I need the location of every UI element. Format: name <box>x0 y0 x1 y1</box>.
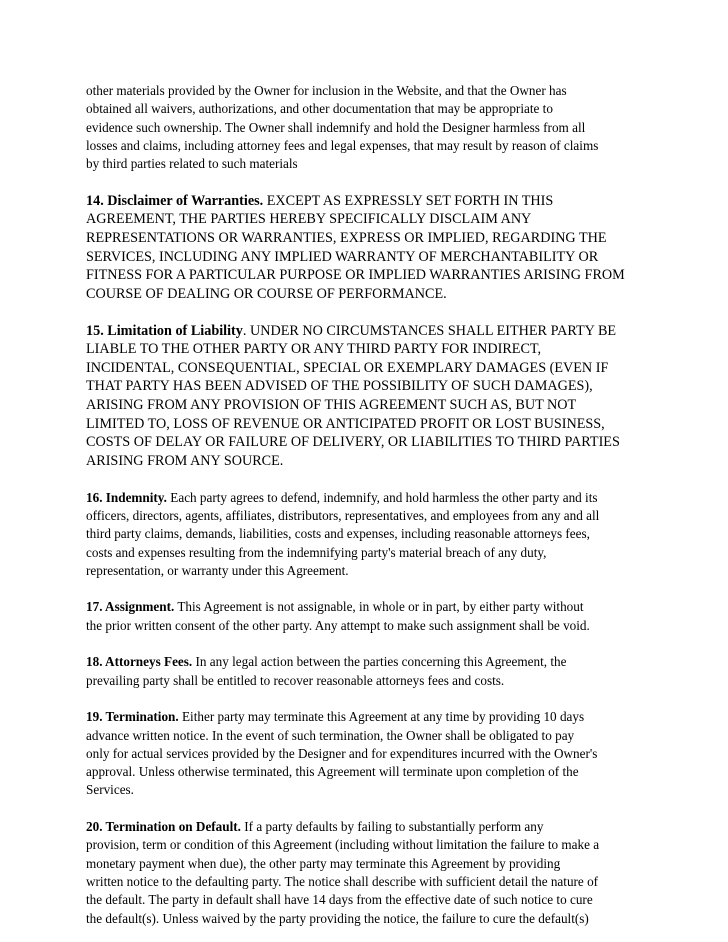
intro-line: evidence such ownership. The Owner shall indemnify and hold the Designer harmless from all <box>86 119 586 135</box>
section-line: COURSE OF DEALING OR COURSE OF PERFORMANCE. <box>86 285 447 302</box>
section-line: Each party agrees to defend, indemnify, and hold harmless the other party and its <box>166 489 598 505</box>
section-line: SERVICES, INCLUDING ANY IMPLIED WARRANTY OF MERCHANTABILITY OR <box>86 248 599 265</box>
section-line: representation, or warranty under this Agreement. <box>86 562 349 578</box>
section-line: approval. Unless otherwise terminated, this Agreement will terminate upon completion of the <box>86 764 579 780</box>
section-line: ARISING FROM ANY SOURCE. <box>86 452 284 469</box>
section-heading: 17. Assignment. <box>86 599 175 615</box>
section-line: monetary payment when due), the other party may terminate this Agreement by providing <box>86 855 561 871</box>
section-15-limitation-of-liability <box>86 322 648 471</box>
section-line: . UNDER NO CIRCUMSTANCES SHALL EITHER PARTY BE <box>242 322 617 339</box>
section-line: AGREEMENT, THE PARTIES HEREBY SPECIFICALLY DISCLAIM ANY <box>86 211 532 228</box>
section-17-assignment <box>86 598 648 635</box>
section-heading: 20. Termination on Default. <box>86 819 241 835</box>
section-line: prevailing party shall be entitled to recover reasonable attorneys fees and costs. <box>86 672 505 688</box>
section-line: FITNESS FOR A PARTICULAR PURPOSE OR IMPLIED WARRANTIES ARISING FROM <box>86 267 625 284</box>
document-page <box>86 82 648 928</box>
section-heading: 16. Indemnity. <box>86 489 167 505</box>
section-19-termination <box>86 708 648 799</box>
section-line: only for actual services provided by the Designer and for expenditures incurred with the Owner's <box>86 745 598 761</box>
section-line: LIABLE TO THE OTHER PARTY OR ANY THIRD PARTY FOR INDIRECT, <box>86 341 542 358</box>
section-line: Services. <box>86 782 134 798</box>
section-heading: 19. Termination. <box>86 709 179 725</box>
intro-line: losses and claims, including attorney fees and legal expenses, that may result by reason of claims <box>86 137 599 153</box>
intro-paragraph <box>86 82 648 173</box>
section-line: Either party may terminate this Agreement at any time by providing 10 days <box>178 709 585 725</box>
section-line: third party claims, demands, liabilities, costs and expenses, including reasonable attorneys fees, <box>86 526 590 542</box>
section-line: the prior written consent of the other party. Any attempt to make such assignment shall be void. <box>86 617 590 633</box>
section-line: costs and expenses resulting from the indemnifying party's material breach of any duty, <box>86 544 547 560</box>
intro-line: obtained all waivers, authorizations, and other documentation that may be appropriate to <box>86 101 553 117</box>
section-line: In any legal action between the parties concerning this Agreement, the <box>192 654 567 670</box>
section-18-attorneys-fees <box>86 653 648 690</box>
section-line: THAT PARTY HAS BEEN ADVISED OF THE POSSIBILITY OF SUCH DAMAGES), <box>86 378 593 395</box>
section-line: provision, term or condition of this Agreement (including without limitation the failure to make a <box>86 837 600 853</box>
section-line: ARISING FROM ANY PROVISION OF THIS AGREEMENT SUCH AS, BUT NOT <box>86 397 577 414</box>
section-line: INCIDENTAL, CONSEQUENTIAL, SPECIAL OR EXEMPLARY DAMAGES (EVEN IF <box>86 359 609 376</box>
section-line: advance written notice. In the event of such termination, the Owner shall be obligated to pay <box>86 727 575 743</box>
section-heading: 18. Attorneys Fees. <box>86 654 193 670</box>
intro-line: other materials provided by the Owner for inclusion in the Website, and that the Owner has <box>86 83 567 98</box>
section-20-termination-on-default <box>86 818 648 928</box>
section-line: This Agreement is not assignable, in whole or in part, by either party without <box>174 599 584 615</box>
section-line: EXCEPT AS EXPRESSLY SET FORTH IN THIS <box>263 192 554 209</box>
section-line: If a party defaults by failing to substantially perform any <box>240 819 544 835</box>
section-line: LIMITED TO, LOSS OF REVENUE OR ANTICIPATED PROFIT OR LOST BUSINESS, <box>86 415 605 432</box>
section-line: REPRESENTATIONS OR WARRANTIES, EXPRESS OR IMPLIED, REGARDING THE <box>86 229 607 246</box>
section-heading: 15. Limitation of Liability <box>86 322 243 339</box>
section-heading: 14. Disclaimer of Warranties. <box>86 192 264 209</box>
section-line: written notice to the defaulting party. The notice shall describe with sufficient detail the nature of <box>86 873 599 889</box>
intro-line: by third parties related to such materials <box>86 156 298 172</box>
section-line: officers, directors, agents, affiliates, distributors, representatives, and employees from any and all <box>86 507 600 523</box>
section-14-disclaimer-of-warranties <box>86 192 648 304</box>
section-line: COSTS OF DELAY OR FAILURE OF DELIVERY, OR LIABILITIES TO THIRD PARTIES <box>86 434 620 451</box>
section-16-indemnity <box>86 489 648 580</box>
section-line: the default. The party in default shall have 14 days from the effective date of such notice to cure <box>86 892 593 908</box>
section-line: the default(s). Unless waived by the party providing the notice, the failure to cure the default(s) <box>86 910 589 926</box>
